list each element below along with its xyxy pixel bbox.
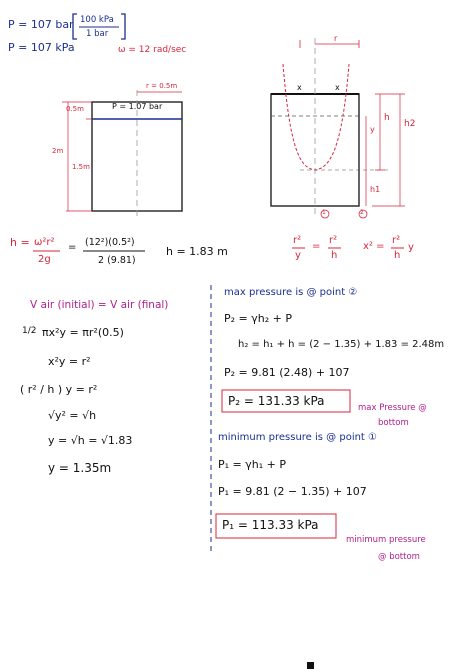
p2-result: P₂ = 131.33 kPa (228, 394, 325, 408)
half-coefficient: 1/2 (22, 326, 37, 336)
p1-formula: P₁ = γh₁ + P (218, 458, 286, 471)
h-value-num: (12²)(0.5²) (85, 237, 135, 248)
h2-label: h2 (404, 119, 416, 129)
right-r-label: r (334, 34, 338, 43)
h-value-den: 2 (9.81) (98, 255, 136, 266)
h-result: h = 1.83 m (166, 245, 228, 258)
page-mark (307, 662, 314, 669)
p2-substitution: P₂ = 9.81 (2.48) + 107 (224, 366, 350, 379)
ratio-a-den: y (295, 250, 301, 261)
ratio-eq-sign: = (312, 241, 321, 252)
tank-pressure-label: P = 1.07 bar (112, 102, 163, 111)
point-2-label: 2 (360, 209, 364, 216)
fraction-denominator: 1 bar (86, 29, 109, 39)
fill-label: 1.5m (72, 163, 90, 171)
right-top-dim (300, 40, 359, 48)
fraction-numerator: 100 kPa (80, 15, 114, 25)
omega-label: ω = 12 rad/sec (118, 45, 187, 55)
ratio-a-num: r² (293, 235, 302, 246)
min-pressure-note-2: @ bottom (378, 552, 420, 562)
pressure-bar-line: P = 107 bar (8, 18, 74, 31)
h-formula-den: 2g (38, 254, 51, 265)
root-equation: √y² = √h (48, 409, 97, 422)
x2-lhs: x² = (363, 241, 385, 252)
x-left-label: x (297, 83, 302, 92)
x2-den: h (394, 250, 401, 261)
p1-result: P₁ = 113.33 kPa (222, 518, 319, 532)
max-pressure-title: max pressure is @ point ② (224, 287, 358, 298)
ratio-b-num: r² (329, 235, 338, 246)
h-formula-lhs: h = (10, 236, 30, 249)
x2-num: r² (392, 235, 401, 246)
y-result: y = 1.35m (48, 461, 112, 475)
max-pressure-note-2: bottom (378, 418, 409, 428)
x-right-label: x (335, 83, 340, 92)
x2y-equation: x²y = r² (48, 355, 91, 368)
h-label: h (384, 113, 390, 123)
y-label: y (370, 125, 375, 134)
point-1-label: 1 (322, 209, 326, 216)
max-pressure-note: max Pressure @ (358, 403, 427, 413)
pressure-kpa-line: P = 107 kPa (8, 41, 75, 54)
p2-formula: P₂ = γh₂ + P (224, 312, 292, 325)
h2-calculation: h₂ = h₁ + h = (2 − 1.35) + 1.83 = 2.48m (238, 339, 445, 350)
left-dim-lines (62, 102, 92, 211)
volume-equation: πx²y = πr²(0.5) (42, 326, 124, 339)
h-eq-sign: = (68, 242, 77, 253)
min-pressure-note: minimum pressure (346, 535, 426, 545)
ratio-b-den: h (331, 250, 338, 261)
y-value-equation: y = √h = √1.83 (48, 434, 133, 447)
substitution-equation: ( r² / h ) y = r² (20, 383, 98, 396)
min-pressure-title: minimum pressure is @ point ① (218, 432, 377, 443)
radius-label: r = 0.5m (146, 82, 178, 90)
p1-substitution: P₁ = 9.81 (2 − 1.35) + 107 (218, 485, 367, 498)
paraboloid-curve (283, 64, 349, 170)
height-label: 2m (52, 147, 64, 155)
x2-tail: y (408, 242, 414, 253)
h1-label: h1 (370, 185, 381, 194)
h-formula-num: ω²r² (34, 237, 55, 248)
volume-balance-title: V air (initial) = V air (final) (30, 299, 169, 311)
gap-label: 0.5m (66, 105, 84, 113)
